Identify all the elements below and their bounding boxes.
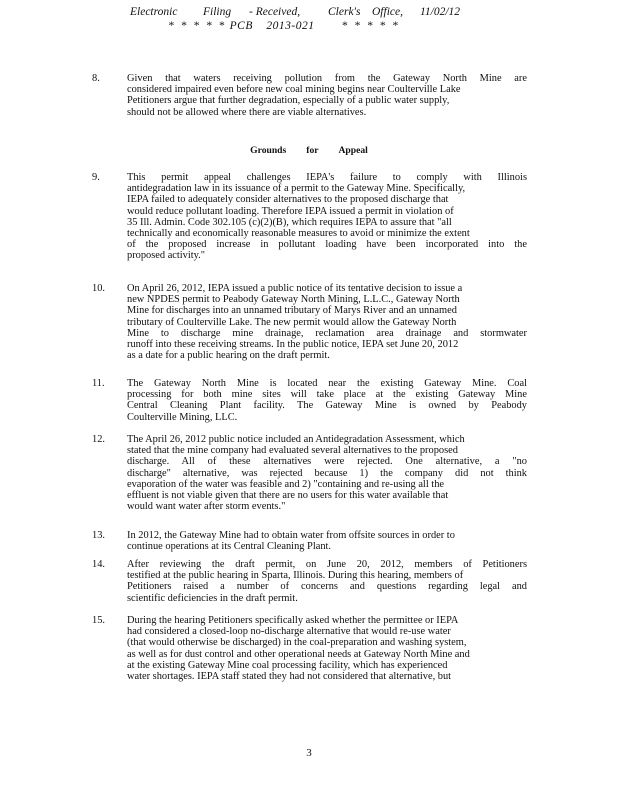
text-line: new NPDES permit to Peabody Gateway North Mining, L.L.C., Gateway North	[127, 294, 460, 306]
text-line: Mine to discharge mine drainage, reclamation area drainage and stormwater	[127, 327, 527, 339]
text-line: would want water after storm events."	[127, 501, 286, 513]
text-line: After reviewing the draft permit, on June 20, 2012, members of Petitioners	[127, 559, 527, 570]
paragraph-number: 11.	[92, 378, 105, 389]
paragraph-number: 14.	[92, 559, 105, 570]
text-line: The Gateway North Mine is located near the existing Gateway Mine. Coal	[127, 378, 527, 389]
text-line: processing for both mine sites will take place at the existing Gateway Mine	[127, 389, 527, 401]
text-line: Given that waters receiving pollution from the Gateway North Mine are	[127, 73, 527, 84]
header-stars-left: * * * * *	[168, 20, 227, 32]
paragraph-number: 10.	[92, 283, 105, 294]
text-line: continue operations at its Central Cleaning Plant.	[127, 541, 332, 553]
paragraph-number: 12.	[92, 434, 105, 445]
text-line: The April 26, 2012 public notice included an Antidegradation Assessment, which	[127, 434, 465, 445]
header-docket: 2013-021	[266, 20, 315, 32]
text-line: In 2012, the Gateway Mine had to obtain water from offsite sources in order to	[127, 530, 455, 541]
paragraph-text	[127, 434, 527, 512]
text-line: as well as for dust control and other operational needs at Gateway North Mine and	[127, 648, 470, 660]
text-line: technically and economically reasonable measures to avoid or minimize the extent	[127, 228, 470, 240]
paragraph-text	[127, 73, 527, 118]
header-office: Office,	[372, 6, 403, 18]
text-line: would reduce pollutant loading. Therefore IEPA issued a permit in violation of	[127, 205, 454, 217]
text-line: 35 Ill. Admin. Code 302.105 (c)(2)(B), which requires IEPA to assure that "all	[127, 216, 452, 228]
text-line: water shortages. IEPA staff stated they had not considered that alternative, but	[127, 671, 452, 683]
text-line: evaporation of the water was feasible and 2) "containing and re-using all the	[127, 478, 445, 490]
text-line: at the existing Gateway Mine coal processing facility, which has experienced	[127, 659, 448, 671]
text-line: runoff into these receiving streams. In the public notice, IEPA set June 20, 2012	[127, 339, 459, 351]
header-date: 11/02/12	[420, 6, 461, 18]
text-line: (that would otherwise be discharged) in the coal-preparation and washing system,	[127, 637, 467, 649]
header-pcb: PCB	[229, 20, 253, 32]
text-line: effluent is not viable given that there are no users for this water available that	[127, 490, 449, 502]
paragraph-text	[127, 378, 527, 423]
paragraph-text	[127, 615, 527, 682]
text-line: had considered a closed-loop no-discharge alternative that would re-use water	[127, 626, 451, 638]
text-line: Mine for discharges into an unnamed tributary of Marys River and an unnamed	[127, 305, 457, 317]
section-heading	[0, 145, 618, 156]
paragraph-text	[127, 530, 527, 552]
text-line: IEPA failed to adequately consider alternatives to the proposed discharge that	[127, 194, 449, 206]
header-received: - Received,	[249, 6, 301, 18]
text-line: scientific deficiencies in the draft permit.	[127, 592, 298, 604]
text-line: discharge. All of these alternatives were rejected. One alternative, a "no	[127, 456, 527, 468]
paragraph-number: 9.	[92, 172, 100, 183]
heading-word-for: for	[306, 145, 319, 156]
text-line: discharge" alternative, was rejected because 1) the company did not think	[127, 467, 527, 479]
text-line: of the proposed increase in pollutant loading have been incorporated into the	[127, 239, 527, 251]
text-line: tributary of Coulterville Lake. The new permit would allow the Gateway North	[127, 316, 457, 328]
header-clerks: Clerk's	[328, 6, 361, 18]
text-line: proposed activity."	[127, 250, 206, 262]
paragraph-text	[127, 559, 527, 604]
header-filing: Filing	[203, 6, 232, 18]
text-line: During the hearing Petitioners specifically asked whether the permittee or IEPA	[127, 615, 459, 626]
paragraph-text	[127, 283, 527, 361]
text-line: considered impaired even before new coal mining begins near Coulterville Lake	[127, 84, 461, 96]
text-line: Petitioners argue that further degradation, especially of a public water supply,	[127, 95, 450, 107]
text-line: as a date for a public hearing on the draft permit.	[127, 350, 330, 362]
heading-word-grounds: Grounds	[250, 145, 287, 156]
text-line: testified at the public hearing in Sparta, Illinois. During this hearing, members of	[127, 570, 464, 582]
text-line: stated that the mine company had evaluated several alternatives to the proposed	[127, 445, 458, 457]
paragraph-number: 8.	[92, 73, 100, 84]
text-line: Petitioners raised a number of concerns and questions regarding legal and	[127, 581, 527, 593]
paragraph-text	[127, 172, 527, 262]
header-stars-right: * * * * *	[341, 20, 400, 32]
text-line: Central Cleaning Plant facility. The Gateway Mine is owned by Peabody	[127, 400, 527, 412]
text-line: On April 26, 2012, IEPA issued a public notice of its tentative decision to issue a	[127, 283, 463, 294]
heading-word-appeal: Appeal	[338, 145, 368, 156]
paragraph-number: 13.	[92, 530, 105, 541]
paragraph-number: 15.	[92, 615, 105, 626]
header-docket-line	[168, 20, 400, 32]
text-line: Coulterville Mining, LLC.	[127, 411, 238, 423]
header-electronic: Electronic	[130, 6, 178, 18]
text-line: should not be allowed where there are viable alternatives.	[127, 106, 367, 118]
page-number: 3	[306, 747, 312, 759]
text-line: antidegradation law in its issuance of a permit to the Gateway Mine. Specifically,	[127, 183, 466, 195]
text-line: This permit appeal challenges IEPA's failure to comply with Illinois	[127, 172, 527, 183]
